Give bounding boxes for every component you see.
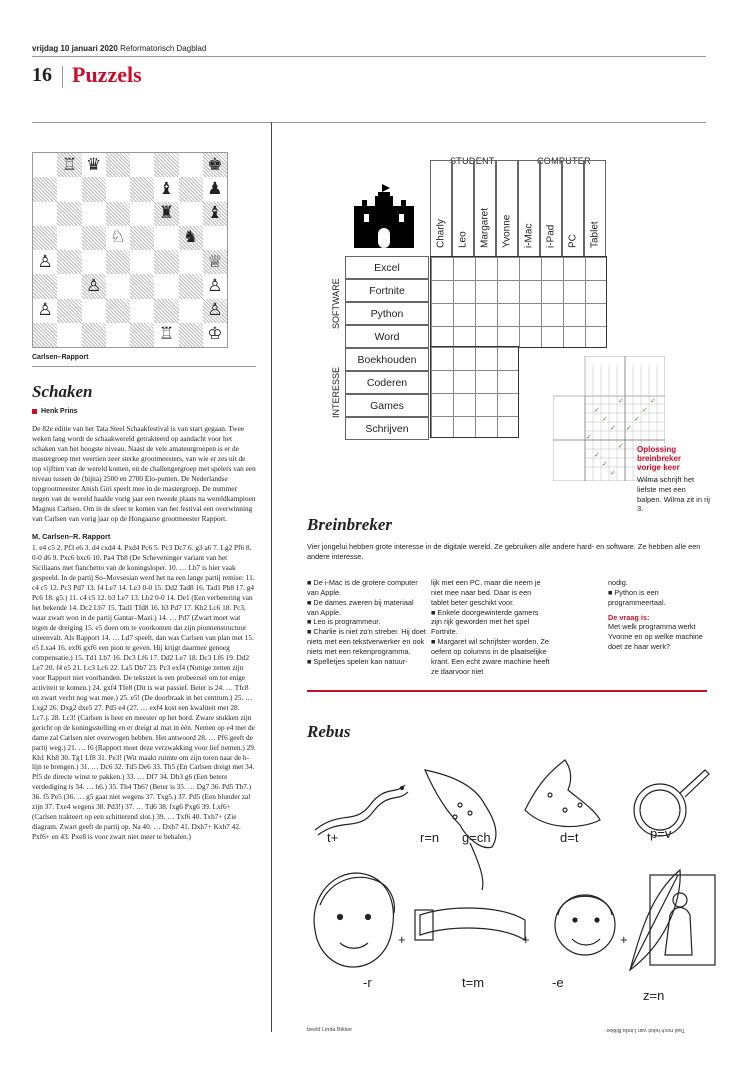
rebus-plus-2: + bbox=[522, 932, 530, 947]
svg-text:✓: ✓ bbox=[610, 469, 616, 477]
chess-board bbox=[32, 152, 228, 348]
board-square bbox=[130, 299, 154, 323]
rebus-plus-1: + bbox=[398, 932, 406, 947]
board-square: ♟ bbox=[203, 177, 227, 201]
board-square bbox=[130, 202, 154, 226]
column-header-yvonne: Yvonne bbox=[496, 160, 518, 256]
board-square bbox=[106, 323, 130, 347]
header-divider bbox=[62, 66, 63, 88]
board-square bbox=[57, 250, 81, 274]
puzzle-title: Breinbreker bbox=[307, 515, 392, 534]
column-header-i-mac: i-Mac bbox=[518, 160, 540, 256]
game-title: M. Carlsen–R. Rapport bbox=[32, 531, 111, 541]
svg-text:✓: ✓ bbox=[634, 415, 640, 423]
row-header-schrijven: Schrijven bbox=[345, 417, 429, 440]
board-square bbox=[33, 274, 57, 298]
board-square bbox=[130, 250, 154, 274]
group-computer: COMPUTER bbox=[537, 156, 591, 166]
column-divider bbox=[271, 122, 272, 1032]
question-text: Met welk programma werkt Yvonne en op welke machine doet ze haar werk? bbox=[608, 622, 703, 652]
rebus-label-8: -e bbox=[552, 975, 564, 990]
board-square: ♘ bbox=[106, 226, 130, 250]
board-square: ♞ bbox=[179, 226, 203, 250]
solution-text: Wilma schrijft het liefste met een balpen. Wilma zit in rij 3. bbox=[637, 475, 710, 514]
board-square: ♝ bbox=[154, 177, 178, 201]
board-square bbox=[82, 250, 106, 274]
column-header-leo: Leo bbox=[452, 160, 474, 256]
rebus-plus-3: + bbox=[620, 932, 628, 947]
solution-title: Oplossing breinbreker vorige keer bbox=[637, 445, 682, 473]
section-title: Puzzels bbox=[72, 62, 142, 87]
board-square bbox=[179, 250, 203, 274]
chess-title: Schaken bbox=[32, 382, 93, 401]
hat-icon bbox=[525, 760, 600, 827]
rebus-label-3: g=ch bbox=[462, 830, 491, 845]
svg-text:✓: ✓ bbox=[610, 424, 616, 432]
caption-rule bbox=[32, 366, 256, 367]
rebus-label-9: z=n bbox=[643, 988, 665, 1003]
board-square bbox=[154, 299, 178, 323]
author-marker-icon bbox=[32, 409, 37, 414]
board-square: ♔ bbox=[203, 323, 227, 347]
chess-intro: De 82e editie van het Tata Steel Schaakfestival is van start gegaan. Twee weken lang wordt de schaakwereld getrakteerd op aandacht voor het schaken van het hoogste niveau. Naast de vele amateurgroepen is er de mastergroep met veertien zeer sterke grootmeesters, van wie er zes uit de top vijftien van de wereld komen, en de challengergroep met spelers van een niveau tussen de (bijna) 2500 en 2700 Elo-punten. De Nederlandse topgrootmeester Anish Giri speelt mee in de mastergroep. De nummer negen van de wereld haalde vorig jaar een tweede plaats na wereldkampioen Magnus Carlsen. Om in de sfeer te komen van het festival een overwinning van Carlsen van vorig jaar op de Hongaarse grootmeester Rapport. bbox=[32, 424, 256, 523]
board-square bbox=[130, 153, 154, 177]
svg-text:✓: ✓ bbox=[642, 406, 648, 414]
board-square: ♙ bbox=[82, 274, 106, 298]
board-square bbox=[82, 299, 106, 323]
rebus-title: Rebus bbox=[307, 722, 351, 741]
chess-author: Henk Prins bbox=[32, 408, 78, 415]
board-square bbox=[33, 153, 57, 177]
chess-caption: Carlsen–Rapport bbox=[32, 354, 89, 361]
board-square: ♕ bbox=[203, 250, 227, 274]
rebus-label-2: r=n bbox=[420, 830, 440, 845]
board-square bbox=[106, 299, 130, 323]
svg-text:✓: ✓ bbox=[602, 460, 608, 468]
window-icon bbox=[650, 875, 715, 965]
row-header-fortnite: Fortnite bbox=[345, 279, 429, 302]
column-header-margaret: Margaret bbox=[474, 160, 496, 256]
board-square: ♙ bbox=[203, 299, 227, 323]
board-square bbox=[106, 177, 130, 201]
board-square: ♜ bbox=[154, 202, 178, 226]
board-square bbox=[57, 323, 81, 347]
board-square bbox=[179, 274, 203, 298]
issue-date: vrijdag 10 januari 2020 Reformatorisch Dagblad bbox=[32, 44, 207, 53]
board-square bbox=[82, 226, 106, 250]
chess-article bbox=[32, 424, 256, 850]
board-square bbox=[154, 153, 178, 177]
board-square bbox=[130, 226, 154, 250]
column-header-tablet: Tablet bbox=[584, 160, 606, 256]
svg-text:✓: ✓ bbox=[602, 415, 608, 423]
svg-text:✓: ✓ bbox=[594, 451, 600, 459]
board-square bbox=[179, 202, 203, 226]
svg-text:✓: ✓ bbox=[618, 397, 624, 405]
board-square bbox=[154, 274, 178, 298]
image-credit: beeld Linda Bikker bbox=[307, 1027, 353, 1033]
board-square bbox=[106, 202, 130, 226]
row-header-coderen: Coderen bbox=[345, 371, 429, 394]
puzzle-intro: Vier jongelui hebben grote interesse in de digitale wereld. Ze gebruiken alle andere hard- en software. Ze hebben alle een andere interesse. bbox=[307, 542, 701, 561]
clue-text: nodig. ■ Python is een programmeertaal. bbox=[608, 578, 666, 607]
side-label-software: SOFTWARE bbox=[331, 278, 341, 329]
board-square: ♙ bbox=[33, 250, 57, 274]
svg-text:✓: ✓ bbox=[586, 433, 592, 441]
board-square bbox=[203, 226, 227, 250]
board-square bbox=[33, 323, 57, 347]
svg-text:✓: ✓ bbox=[626, 424, 632, 432]
board-square bbox=[130, 323, 154, 347]
board-square: ♛ bbox=[82, 153, 106, 177]
svg-text:✓: ✓ bbox=[594, 406, 600, 414]
clues-column-2: lijk met een PC, maar die neem je niet mee naar bed. Daar is een tablet beter geschikt voor. ■ Enkele doorgewinterde gamers zijn rijk geworden met het spel Fortnite. ■ Margaret wil schrijfster worden. Ze oefent op columns in de plaatselijke krant. Een echt zware machine heeft ze daarvoor niet bbox=[431, 578, 550, 676]
board-square bbox=[179, 323, 203, 347]
board-square bbox=[106, 250, 130, 274]
board-square bbox=[130, 274, 154, 298]
board-square: ♝ bbox=[203, 202, 227, 226]
board-square bbox=[130, 177, 154, 201]
board-square bbox=[33, 226, 57, 250]
clues-column-3 bbox=[608, 578, 708, 652]
board-square: ♖ bbox=[57, 153, 81, 177]
row-header-excel: Excel bbox=[345, 256, 429, 279]
board-square bbox=[57, 274, 81, 298]
board-square bbox=[179, 177, 203, 201]
board-square bbox=[57, 226, 81, 250]
board-square bbox=[33, 202, 57, 226]
board-square: ♙ bbox=[33, 299, 57, 323]
row-header-word: Word bbox=[345, 325, 429, 348]
group-student: STUDENT bbox=[450, 156, 495, 166]
row-header-games: Games bbox=[345, 394, 429, 417]
rebus-label-6: -r bbox=[363, 975, 372, 990]
header-rule bbox=[32, 56, 706, 57]
boy-icon bbox=[314, 873, 393, 967]
board-square bbox=[106, 153, 130, 177]
board-square bbox=[154, 226, 178, 250]
board-square bbox=[82, 323, 106, 347]
board-square bbox=[33, 177, 57, 201]
row-header-boekhouden: Boekhouden bbox=[345, 348, 429, 371]
column-header-pc: PC bbox=[562, 160, 584, 256]
board-square: ♚ bbox=[203, 153, 227, 177]
board-square bbox=[82, 202, 106, 226]
belt-icon bbox=[420, 908, 525, 940]
board-square bbox=[57, 177, 81, 201]
rebus-label-7: t=m bbox=[462, 975, 485, 990]
section-rule bbox=[307, 690, 707, 692]
row-header-python: Python bbox=[345, 302, 429, 325]
grid-interest-block[interactable] bbox=[430, 346, 519, 438]
page-number: 16 bbox=[32, 64, 52, 86]
column-header-charly: Charly bbox=[430, 160, 452, 256]
svg-text:✓: ✓ bbox=[618, 442, 624, 450]
game-moves: 1. e4 c5 2. Pf3 e6 3. d4 cxd4 4. Pxd4 Pc6 5. Pc3 Dc7 6. g3 a6 7. Lg2 Pf6 8. 0-0 d6 9. Pxc6 bxc6 10. Pa4 Tb8 (De Scheveninger variant van het Siciliaans met fianchetto van de koningsloper. 10. … Lb7 is hier vaak gespeeld. In de partij So–Movsesian werd het na een lange partij remise: 11. c4 c5 12. Pc3 Pd7 13. f4 Le7 14. Le3 0-0 15. Dd2 Tad8 16. Tad1 Pb8 17. g4 Pc6 18. g5.) 11. c4 c5 12. b3 Le7 13. Lb2 0-0 14. De1 (Een verbetering van het bekende 14. Dc2 Lb7 15. Tad1 Tfd8 16. h3 Pd7 17. Kh2 Lc6 18. Pc3, waar zwart won in de partij Gantar–Mazi.) 14. … Pd7 (Zwart moet wat tegen de dreiging 15. e5 doen om te voorkomen dat zijn pionnenstructuur uiteenvalt. Als Rapport 14. … Ld7 speelt, dan was Carlsen van plan met 15. e5 Lxa4 16. exf6 gxf6 een pion te geven. Hij krijgt daarmee genoeg compensatie.) 15. Td1 Lb7 16. Dc3 Lf6 17. Dd2 Le7 18. Dc3 Lf6 19. Dd2 Le7 20. f4 e5 21. Lc3 Lc6 22. La5 Db7 23. Pc3 exf4 (Nuttige zetten zijn voor Rapport niet voorhanden. De tekstzet is een probeersel om tot enige activiteit te komen.) 24. gxf4 Tfe8 (Dit is wat passief. Beter is 24. … Tfc8 en zwart vecht nog wat mee.) 25. e5! (De doorbraak in het centrum.) 25. … Lxg2 26. Dxg2 dxe5 27. Pd5 e4 (27. … exf4 kost een kwaliteit met 28. Lc7.). 28. Lc3! (Carlsen is heer en meester op het bord. Zware stukken zijn gericht op de koningsstelling en er dreigt al mat in één. Nemen op e4 met de dame zal Carlsen niet overwogen hebben. Het antwoord 28. … Pf6 geeft de partij weg.) 21. … f6 (Rapport moet deze verzwakking voor lief nemen.) 29. Kh1 Kh8 30. Tg1 Lf8 31. Pe3! (Wit maakt ruimte om zijn toren naar de h-lijn te brengen.) 31. … Dc6 32. Td5 De6 33. Th5 (En Carlsen dreigt met 34. Pf5 de directe winst te pakken.) 33. … Df7 34. Dh3 g6 (Een betere verdediging is 34. … h6.) 35. Th4 Tb6? (Beter is 35. … Dg7 36. Pd5 Tb7.) 36. f5 Pe5 (36. … g5 gaat niet wegens 37. Txg5.) 37. Pd5 (Een blunder zal zijn 37. Txe4 wegens 38. Pd3!) 37. … Td6 38. fxg6 Pxg6 39. Lxf6+ (Carlsen trakteert op een schitterend slot.) 39. … Txf6 40. Txh7+ (Zie diagram. Zwart geeft de partij op. Na 40. … Dxh7 41. Dxh7+ Kxh7 42. Pxf6+ en 43. Pxe8 is voor zwart niet meer te behalen.) bbox=[32, 542, 256, 842]
board-square: ♙ bbox=[203, 274, 227, 298]
board-square bbox=[57, 202, 81, 226]
header-bottom-rule bbox=[32, 122, 706, 123]
board-square bbox=[154, 250, 178, 274]
board-square: ♖ bbox=[154, 323, 178, 347]
side-label-interest: INTERESSE bbox=[331, 366, 341, 418]
eel-icon bbox=[315, 785, 405, 830]
board-square bbox=[82, 177, 106, 201]
grid-software-block[interactable] bbox=[430, 256, 607, 348]
svg-text:✓: ✓ bbox=[650, 397, 656, 405]
rebus-label-1: t+ bbox=[327, 830, 339, 845]
board-square bbox=[179, 299, 203, 323]
column-header-i-pad: i-Pad bbox=[540, 160, 562, 256]
board-square bbox=[106, 274, 130, 298]
rebus-label-4: d=t bbox=[560, 830, 579, 845]
board-square bbox=[179, 153, 203, 177]
question-label: De vraag is: bbox=[608, 612, 650, 622]
castle-icon bbox=[352, 180, 416, 250]
footer-note: Taal noch tekst van Linda Bikker bbox=[606, 1027, 685, 1033]
board-square bbox=[57, 299, 81, 323]
rebus-label-5: p=v bbox=[650, 826, 672, 841]
clues-column-1: ■ De i-Mac is de grotere computer van Apple. ■ De dames zweren bij materiaal van Apple. ■ Leo is programmeur. ■ Charlie is niet zo'n streber. Hij doet niets met een tekstverwerker en ook niets met een rekenprogramma. ■ Spelletjes spelen kan natuur- bbox=[307, 578, 426, 666]
